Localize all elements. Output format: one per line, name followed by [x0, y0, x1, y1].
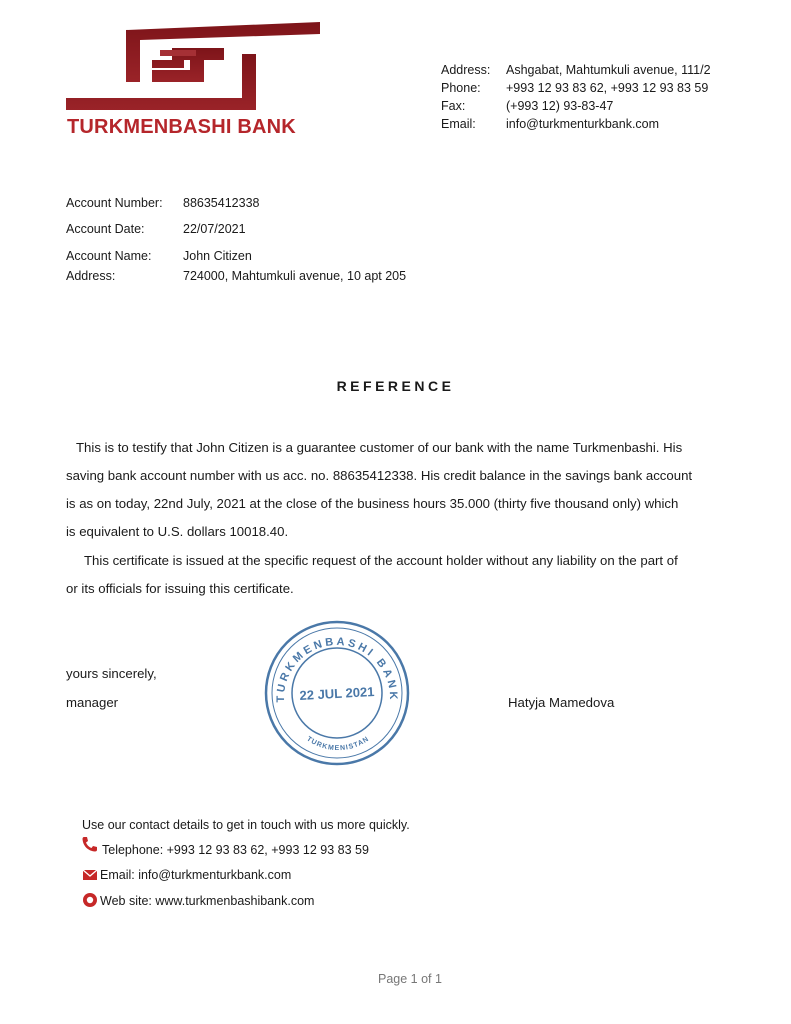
account-address-label: Address:	[66, 269, 116, 283]
account-address-value: 724000, Mahtumkuli avenue, 10 apt 205	[183, 269, 407, 283]
header-fax-value: (+993 12) 93-83-47	[506, 99, 614, 113]
signer-name: Hatyja Mamedova	[508, 695, 615, 710]
reference-line-1: This is to testify that John Citizen is a guarantee customer of our bank with the name Turkmenbashi. His	[76, 440, 683, 455]
header-phone-value: +993 12 93 83 62, +993 12 93 83 59	[506, 81, 709, 95]
footer-telephone: Telephone: +993 12 93 83 62, +993 12 93 83 59	[102, 843, 369, 857]
stamp-bottom-text: TURKMENISTAN	[305, 735, 371, 753]
bank-stamp	[262, 618, 412, 768]
reference-title: REFERENCE	[336, 378, 455, 394]
reference-line-2: saving bank account number with us acc. no. 88635412338. His credit balance in the savings bank account	[66, 468, 693, 483]
account-number-label: Account Number:	[66, 196, 163, 210]
bank-logo	[64, 20, 324, 112]
header-email-label: Email:	[441, 117, 476, 131]
reference-line-4: is equivalent to U.S. dollars 10018.40.	[66, 524, 289, 539]
bank-name-logo-text: TURKMENBASHI BANK	[67, 116, 296, 138]
stamp-top-text: TURKMENBASHI BANK	[274, 635, 400, 703]
account-number-value: 88635412338	[183, 196, 260, 210]
footer-intro: Use our contact details to get in touch with us more quickly.	[82, 818, 410, 832]
closing-text: yours sincerely,	[66, 666, 157, 681]
header-address-label: Address:	[441, 63, 491, 77]
email-icon	[82, 867, 98, 883]
account-date-label: Account Date:	[66, 222, 145, 236]
signer-role: manager	[66, 695, 119, 710]
page-number: Page 1 of 1	[378, 972, 442, 986]
footer-email[interactable]: Email: info@turkmenturkbank.com	[100, 868, 292, 882]
phone-icon	[82, 836, 98, 852]
account-date-value: 22/07/2021	[183, 222, 246, 236]
header-email-value[interactable]: info@turkmenturkbank.com	[506, 117, 660, 131]
account-name-label: Account Name:	[66, 249, 152, 263]
header-fax-label: Fax:	[441, 99, 466, 113]
reference-line-3: is as on today, 22nd July, 2021 at the close of the business hours 35.000 (thirty five thousand only) which	[66, 496, 679, 511]
stamp-date: 22 JUL 2021	[299, 684, 375, 703]
reference-line-5: This certificate is issued at the specific request of the account holder without any liability on the part of	[84, 553, 678, 568]
header-address-value: Ashgabat, Mahtumkuli avenue, 111/2	[506, 63, 711, 77]
globe-icon	[82, 892, 98, 908]
footer-website[interactable]: Web site: www.turkmenbashibank.com	[100, 894, 315, 908]
reference-line-6: or its officials for issuing this certificate.	[66, 581, 294, 596]
header-phone-label: Phone:	[441, 81, 481, 95]
account-name-value: John Citizen	[183, 249, 252, 263]
